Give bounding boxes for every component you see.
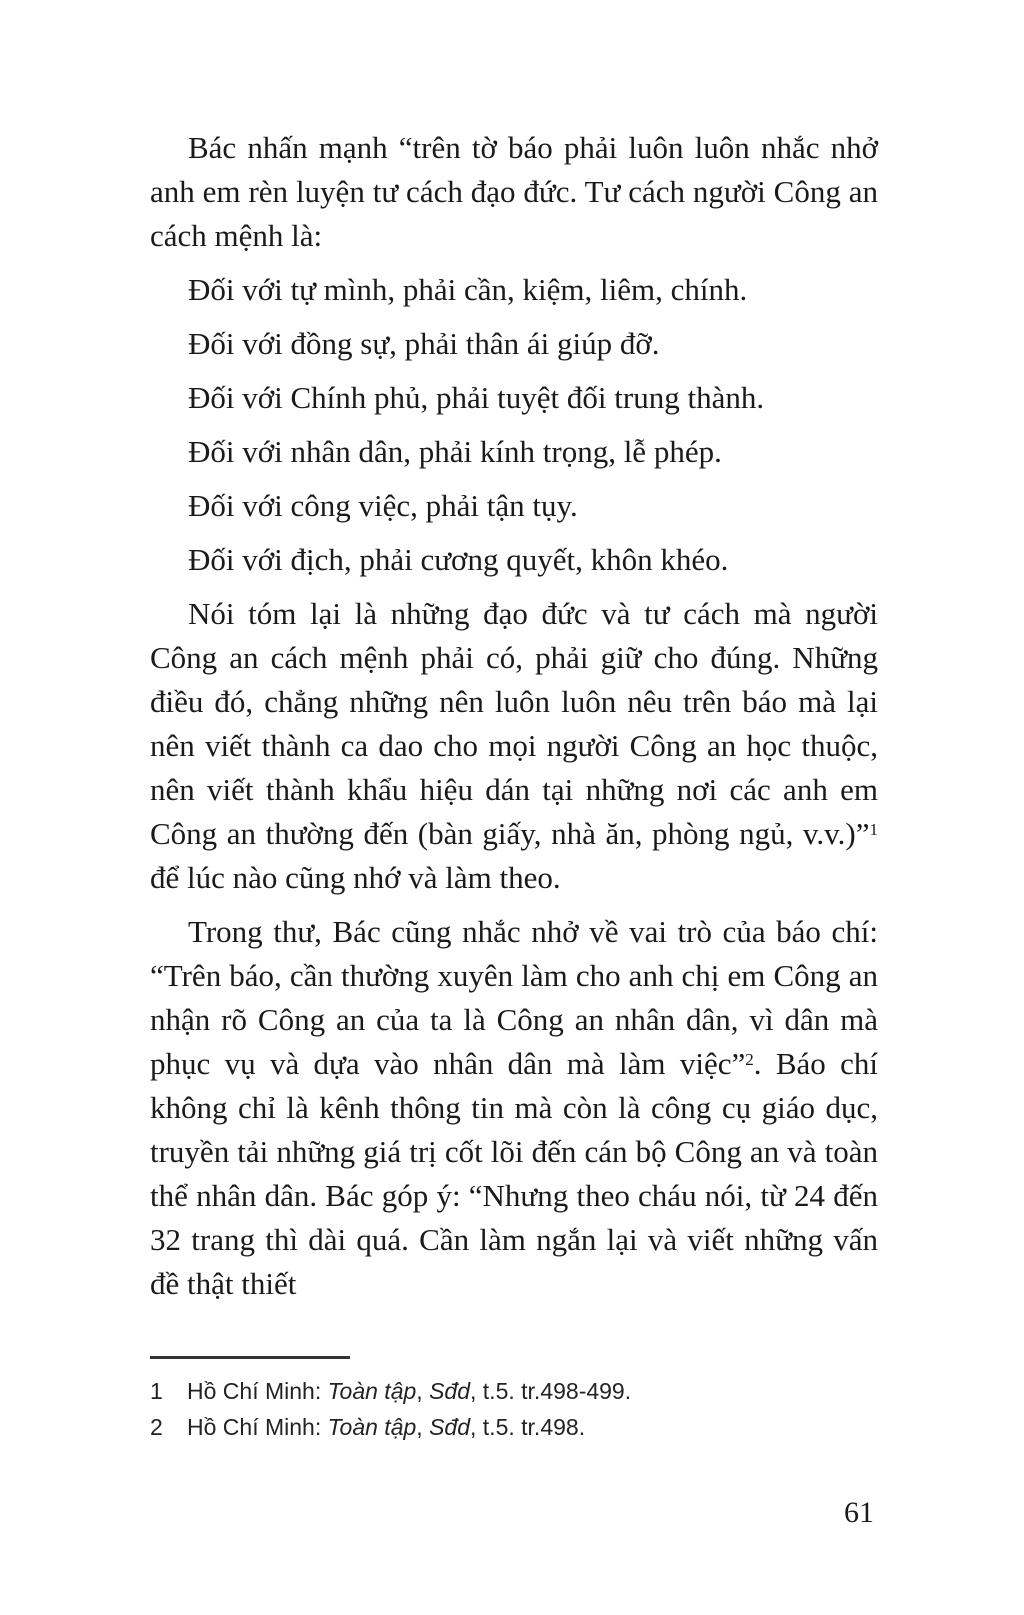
footnote-1-work-title: Toàn tập <box>327 1378 417 1404</box>
footnote-ref-2: 2 <box>745 1049 754 1069</box>
list-line-colleagues: Đối với đồng sự, phải thân ái giúp đỡ. <box>188 326 660 361</box>
paragraph-press-role-text: Trong thư, Bác cũng nhắc nhở về vai trò của báo chí: “Trên báo, cần thường xuyên làm cho anh chị em Công an nhận rõ Công an của ta là Công an nhân dân, vì dân mà phục vụ và dựa vào nhân dân mà làm việc” <box>150 914 878 1081</box>
footnote-section <box>150 1356 878 1445</box>
footnote-2-abbr: Sđd <box>429 1414 471 1440</box>
list-line-people: Đối với nhân dân, phải kính trọng, lễ phép. <box>188 434 722 469</box>
footnote-1-number: 1 <box>150 1378 163 1404</box>
footnote-1-separator-text: , <box>416 1378 430 1404</box>
paragraph-summary-text: Nói tóm lại là những đạo đức và tư cách mà người Công an cách mệnh phải có, phải giữ cho đúng. Những điều đó, chẳng những nên luôn luôn nêu trên báo mà lại nên viết thành ca dao cho mọi người Công an học thuộc, nên viết thành khẩu hiệu dán tại những nơi các anh em Công an thường đến (bàn giấy, nhà ăn, phòng ngủ, v.v.)” <box>150 596 878 851</box>
paragraph-press-role <box>150 910 878 1306</box>
footnote-separator <box>150 1356 350 1359</box>
list-line-enemy: Đối với địch, phải cương quyết, khôn khéo. <box>188 542 729 577</box>
footnote-2-work-title: Toàn tập <box>327 1414 417 1440</box>
footnote-1-citation <box>187 1373 631 1409</box>
body-text <box>150 126 878 1316</box>
footnote-1-pages: , t.5. tr.498-499. <box>470 1378 632 1404</box>
footnote-2-number: 2 <box>150 1414 163 1440</box>
paragraph-intro: Bác nhấn mạnh “trên tờ báo phải luôn luôn nhắc nhở anh em rèn luyện tư cách đạo đức. Tư cách người Công an cách mệnh là: <box>150 130 878 253</box>
paragraph-summary-tail: để lúc nào cũng nhớ và làm theo. <box>150 860 561 895</box>
footnote-1-author: Hồ Chí Minh: <box>187 1378 328 1404</box>
paragraph-press-role-tail: . Báo chí không chỉ là kênh thông tin mà còn là công cụ giáo dục, truyền tải những giá trị cốt lõi đến cán bộ Công an và toàn thể nhân dân. Bác góp ý: “Nhưng theo cháu nói, từ 24 đến 32 trang thì dài quá. Cần làm ngắn lại và viết những vấn đề thật thiết <box>150 1046 879 1301</box>
footnote-1-abbr: Sđd <box>429 1378 471 1404</box>
footnote-1 <box>150 1373 878 1409</box>
footnote-2-pages: , t.5. tr.498. <box>470 1414 586 1440</box>
page-number: 61 <box>844 1496 874 1529</box>
footnote-2-separator-text: , <box>416 1414 430 1440</box>
list-line-work: Đối với công việc, phải tận tụy. <box>188 488 578 523</box>
footnote-2 <box>150 1409 878 1445</box>
list-line-government: Đối với Chính phủ, phải tuyệt đối trung thành. <box>188 380 765 415</box>
footnote-2-author: Hồ Chí Minh: <box>187 1414 328 1440</box>
list-line-self: Đối với tự mình, phải cần, kiệm, liêm, chính. <box>188 272 748 307</box>
footnote-2-citation <box>187 1409 585 1445</box>
paragraph-summary <box>150 592 878 900</box>
footnote-ref-1: 1 <box>869 819 878 839</box>
